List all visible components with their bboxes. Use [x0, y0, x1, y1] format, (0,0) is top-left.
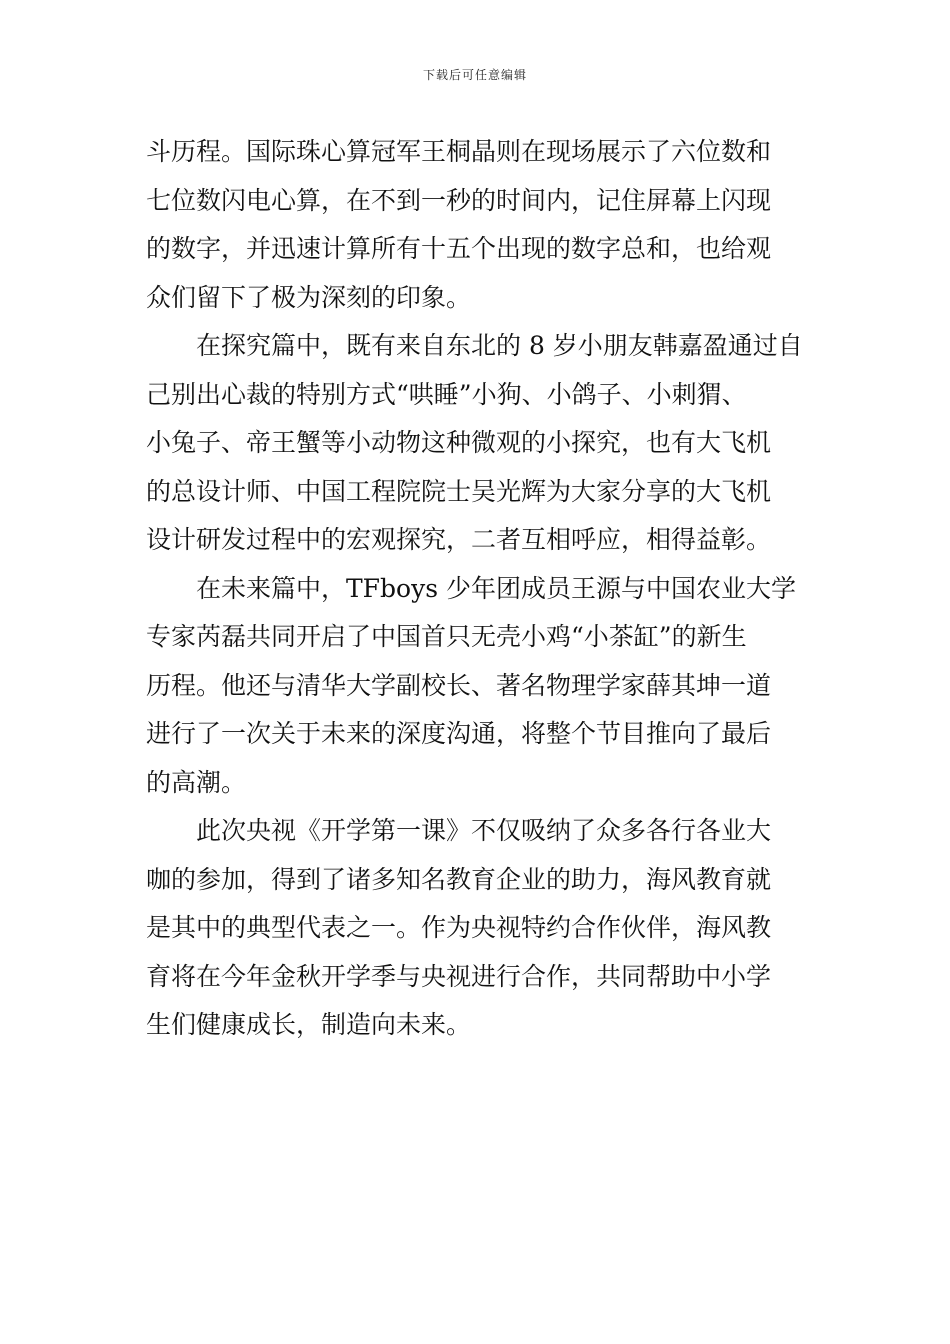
text-line: 进行了一次关于未来的深度沟通，将整个节目推向了最后	[146, 719, 772, 748]
text-line: 的数字，并迅速计算所有十五个出现的数字总和，也给观	[146, 234, 772, 263]
text-line: 在探究篇中，既有来自东北的 8 岁小朋友韩嘉盈通过自	[196, 331, 803, 360]
text-line: 设计研发过程中的宏观探究，二者互相呼应，相得益彰。	[146, 525, 772, 554]
text-line: 此次央视《开学第一课》不仅吸纳了众多各行各业大	[196, 816, 772, 845]
paragraph-1	[146, 128, 808, 322]
text-line: 育将在今年金秋开学季与央视进行合作，共同帮助中小学	[146, 961, 772, 991]
text-line: 小兔子、帝王蟹等小动物这种微观的小探究，也有大飞机	[146, 428, 772, 457]
text-line: 咖的参加，得到了诸多知名教育企业的助力，海风教育就	[146, 864, 772, 894]
text-line: 斗历程。国际珠心算冠军王桐晶则在现场展示了六位数和	[146, 137, 772, 166]
paragraph-2	[146, 322, 808, 565]
document-body	[146, 128, 808, 1050]
text-line: 的总设计师、中国工程院院士吴光辉为大家分享的大飞机	[146, 476, 772, 506]
page-header: 下载后可任意编辑	[422, 68, 527, 82]
text-line: 七位数闪电心算，在不到一秒的时间内，记住屏幕上闪现	[146, 185, 772, 215]
text-line: 历程。他还与清华大学副校长、著名物理学家薛其坤一道	[146, 670, 772, 700]
text-line: 众们留下了极为深刻的印象。	[146, 282, 472, 312]
text-line: 在未来篇中，TFboys 少年团成员王源与中国农业大学	[196, 573, 796, 603]
text-line: 的高潮。	[146, 767, 247, 797]
text-line: 己别出心裁的特别方式“哄睡”小狗、小鸽子、小刺猬、	[146, 379, 747, 409]
text-line: 生们健康成长，制造向未来。	[146, 1010, 472, 1039]
text-line: 是其中的典型代表之一。作为央视特约合作伙伴，海风教	[146, 913, 772, 942]
text-line: 专家芮磊共同开启了中国首只无壳小鸡“小茶缸”的新生	[146, 622, 747, 651]
paragraph-4	[146, 807, 808, 1050]
paragraph-3	[146, 565, 808, 808]
